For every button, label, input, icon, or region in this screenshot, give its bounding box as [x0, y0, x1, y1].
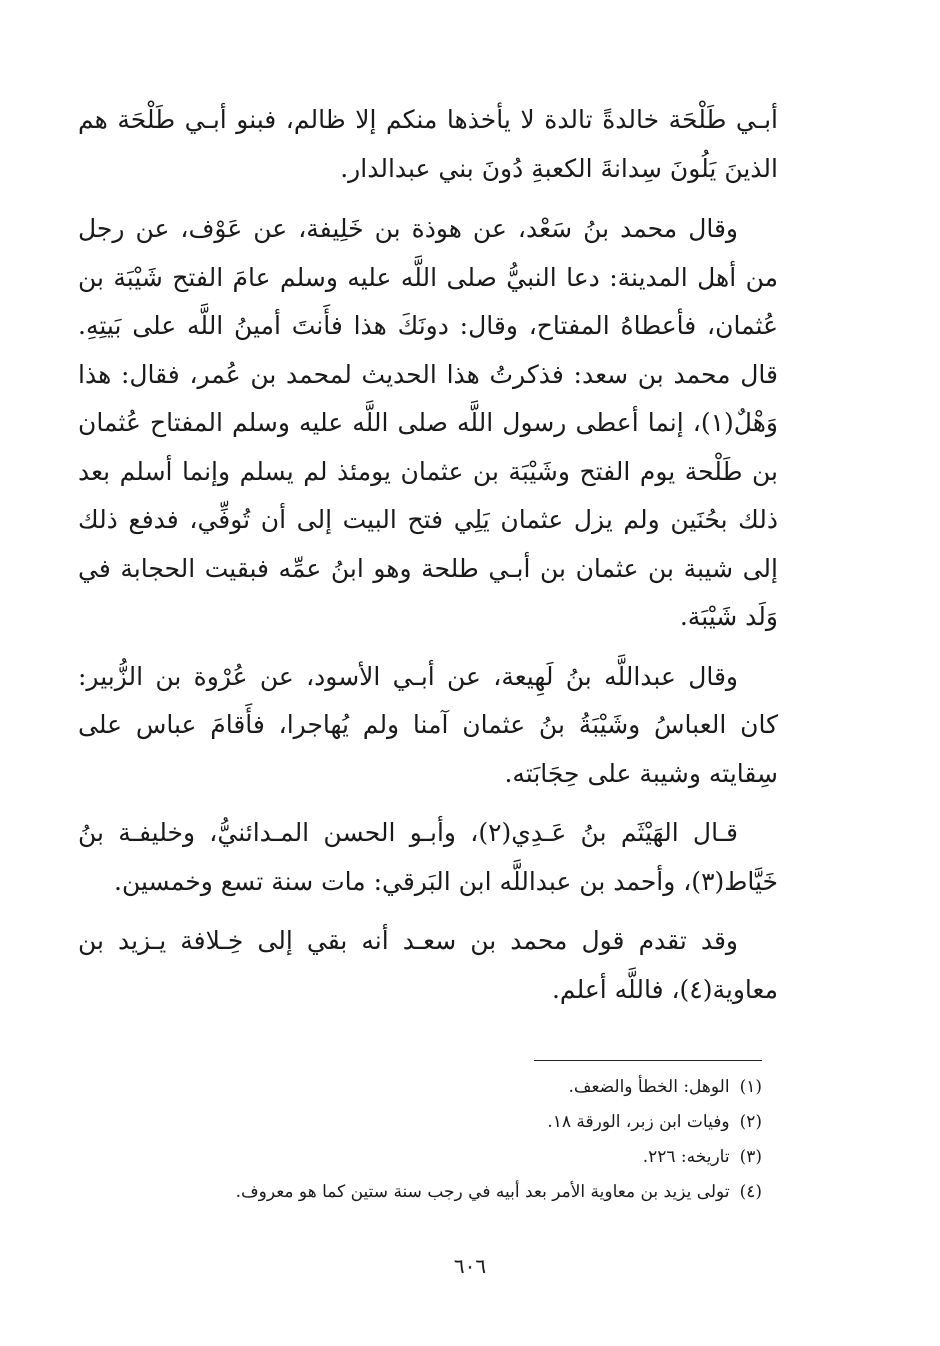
footnote-text: تولى يزيد بن معاوية الأمر بعد أبيه في رجب سنة ستين كما هو معروف.: [235, 1182, 730, 1202]
footnote-number: (٤): [739, 1182, 762, 1202]
footnotes: [122, 1070, 762, 1210]
footnote-number: (٣): [739, 1147, 762, 1167]
footnote-4: [122, 1175, 762, 1210]
footnote-3: [122, 1140, 762, 1175]
paragraph-1: أبـي طَلْحَة خالدةً تالدة لا يأخذها منكم إلا ظالم، فبنو أبـي طَلْحَة هم الذينَ يَلُونَ سِدانةَ الكعبةِ دُونَ بني عبدالدار.: [78, 105, 778, 183]
footnote-number: (١): [739, 1077, 762, 1097]
footnote-text: تاريخه: ٢٢٦.: [642, 1147, 730, 1167]
footnote-text: وفيات ابن زبر، الورقة ١٨.: [547, 1112, 730, 1132]
paragraph-3: وقال عبداللَّه بنُ لَهِيعة، عن أبـي الأسود، عن عُرْوة بن الزُّبير: كان العباسُ وشَيْبَةُ بنُ عثمان آمنا ولم يُهاجرا، فأَقامَ عباس على سِقايته وشيبة على حِجَابَته.: [78, 661, 778, 788]
page-number: ٦٠٦: [453, 1254, 487, 1278]
footnote-2: [122, 1105, 762, 1140]
page-body: [78, 96, 778, 1025]
paragraph-2: وقال محمد بنُ سَعْد، عن هوذة بن خَلِيفة، عن عَوْف، عن رجل من أهل المدينة: دعا النبيُّ صلى اللَّه عليه وسلم عامَ الفتح شَيْبَة بن عُثمان، فأعطاهُ المفتاح، وقال: دونَكَ هذا فأَنتَ أمينُ اللَّه على بَيتِهِ. قال محمد بن سعد: فذكرتُ هذا الحديث لمحمد بن عُمر، فقال: هذا وَهْلٌ(١)، إنما أعطى رسول اللَّه صلى اللَّه عليه وسلم المفتاح عُثمان بن طَلْحة يوم الفتح وشَيْبَة بن عثمان يومئذ لم يسلم وإنما أسلم بعد ذلك بحُنَين ولم يزل عثمان يَلِي فتح البيت إلى أن تُوفِّي، فدفع ذلك إلى شيبة بن عثمان بن أبـي طلحة وهو ابنُ عمِّه فبقيت الحجابة في وَلَد شَيْبَة.: [78, 214, 778, 631]
footnote-1: [122, 1070, 762, 1105]
footnote-separator: [534, 1060, 762, 1061]
paragraph-4: قـال الهَيْثَم بنُ عَـدِي(٢)، وأبـو الحسن المـدائنيُّ، وخليفـة بنُ خَيَّاط(٣)، وأحمد بن عبداللَّه ابن البَرقي: مات سنة تسع وخمسين.: [78, 818, 778, 896]
paragraph-5: وقد تقدم قول محمد بن سعـد أنه بقي إلى خِـلافة يـزيد بن معاوية(٤)، فاللَّه أعلم.: [78, 926, 778, 1004]
footnote-text: الوهل: الخطأ والضعف.: [568, 1077, 730, 1097]
footnote-number: (٢): [739, 1112, 762, 1132]
